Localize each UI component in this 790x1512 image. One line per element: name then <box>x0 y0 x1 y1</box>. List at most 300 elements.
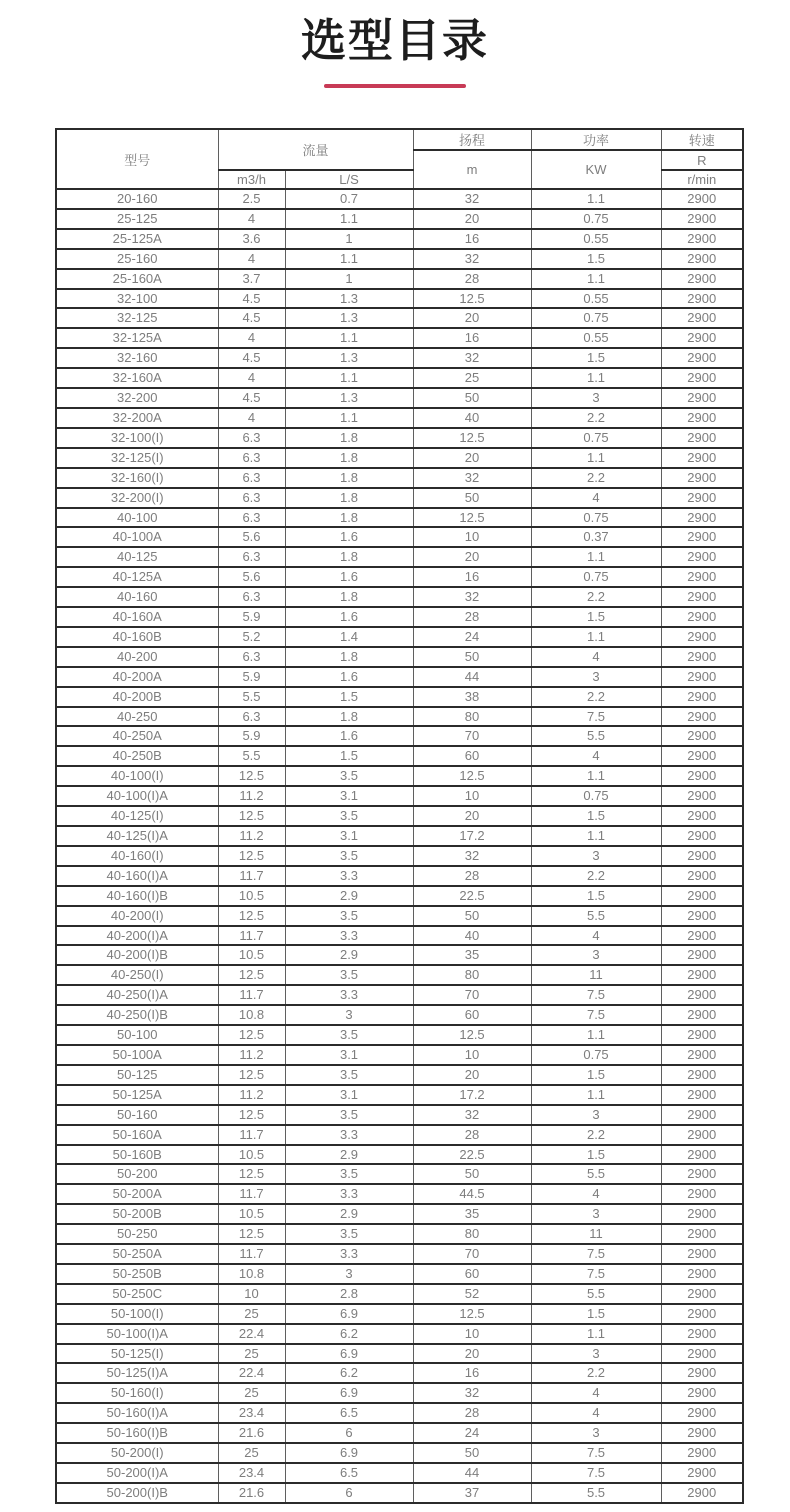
flow-m3h-cell: 25 <box>218 1443 285 1463</box>
flow-m3h-cell: 6.3 <box>218 428 285 448</box>
flow-m3h-cell: 3.6 <box>218 229 285 249</box>
flow-m3h-cell: 25 <box>218 1344 285 1364</box>
model-cell: 25-160A <box>56 269 218 289</box>
model-cell: 50-200(I)B <box>56 1483 218 1503</box>
power-kw-cell: 1.1 <box>531 1085 661 1105</box>
flow-ls-cell: 3.5 <box>285 846 413 866</box>
flow-ls-cell: 6.9 <box>285 1344 413 1364</box>
flow-ls-cell: 2.9 <box>285 886 413 906</box>
power-kw-cell: 2.2 <box>531 468 661 488</box>
table-row <box>56 1164 743 1184</box>
model-cell: 40-200(I)B <box>56 945 218 965</box>
flow-m3h-cell: 11.7 <box>218 1125 285 1145</box>
power-kw-cell: 4 <box>531 1403 661 1423</box>
model-cell: 40-160B <box>56 627 218 647</box>
power-kw-cell: 2.2 <box>531 408 661 428</box>
model-cell: 40-100 <box>56 508 218 528</box>
table-row <box>56 906 743 926</box>
flow-ls-cell: 2.9 <box>285 1145 413 1165</box>
flow-ls-cell: 1.5 <box>285 746 413 766</box>
head-m-cell: 50 <box>413 488 531 508</box>
model-cell: 32-160A <box>56 368 218 388</box>
table-row <box>56 527 743 547</box>
table-row <box>56 368 743 388</box>
flow-m3h-cell: 6.3 <box>218 647 285 667</box>
speed-rpm-cell: 2900 <box>661 1443 743 1463</box>
table-row <box>56 707 743 727</box>
speed-rpm-cell: 2900 <box>661 607 743 627</box>
table-row <box>56 229 743 249</box>
table-row <box>56 1025 743 1045</box>
power-kw-cell: 1.5 <box>531 806 661 826</box>
flow-ls-cell: 1.1 <box>285 328 413 348</box>
head-m-cell: 28 <box>413 269 531 289</box>
flow-ls-cell: 1.8 <box>285 488 413 508</box>
flow-ls-cell: 1.1 <box>285 368 413 388</box>
model-cell: 40-200A <box>56 667 218 687</box>
model-cell: 50-250C <box>56 1284 218 1304</box>
flow-ls-cell: 1.6 <box>285 527 413 547</box>
head-m-cell: 44.5 <box>413 1184 531 1204</box>
table-row <box>56 1085 743 1105</box>
head-m-cell: 12.5 <box>413 1304 531 1324</box>
head-m-cell: 10 <box>413 786 531 806</box>
flow-m3h-cell: 5.2 <box>218 627 285 647</box>
flow-ls-cell: 3.3 <box>285 1125 413 1145</box>
model-cell: 50-160(I)A <box>56 1403 218 1423</box>
power-kw-cell: 7.5 <box>531 1443 661 1463</box>
model-cell: 32-200A <box>56 408 218 428</box>
flow-ls-cell: 6.2 <box>285 1324 413 1344</box>
power-kw-cell: 2.2 <box>531 1125 661 1145</box>
speed-rpm-cell: 2900 <box>661 289 743 309</box>
power-kw-cell: 1.1 <box>531 368 661 388</box>
power-kw-cell: 0.75 <box>531 567 661 587</box>
model-cell: 32-200 <box>56 388 218 408</box>
model-cell: 40-125(I) <box>56 806 218 826</box>
selection-table-container <box>55 128 742 1504</box>
flow-ls-cell: 1.6 <box>285 607 413 627</box>
speed-rpm-cell: 2900 <box>661 508 743 528</box>
flow-ls-cell: 1.8 <box>285 508 413 528</box>
speed-rpm-cell: 2900 <box>661 806 743 826</box>
table-row <box>56 1463 743 1483</box>
power-kw-cell: 7.5 <box>531 1463 661 1483</box>
power-kw-cell: 0.75 <box>531 209 661 229</box>
speed-rpm-cell: 2900 <box>661 587 743 607</box>
flow-m3h-cell: 10.5 <box>218 945 285 965</box>
speed-rpm-cell: 2900 <box>661 229 743 249</box>
table-row <box>56 488 743 508</box>
flow-m3h-cell: 6.3 <box>218 707 285 727</box>
speed-rpm-cell: 2900 <box>661 746 743 766</box>
model-cell: 50-100(I) <box>56 1304 218 1324</box>
speed-rpm-cell: 2900 <box>661 468 743 488</box>
flow-ls-cell: 3.5 <box>285 806 413 826</box>
speed-rpm-cell: 2900 <box>661 786 743 806</box>
flow-m3h-cell: 4.5 <box>218 348 285 368</box>
head-m-cell: 50 <box>413 647 531 667</box>
head-m-cell: 20 <box>413 1065 531 1085</box>
head-m-cell: 32 <box>413 846 531 866</box>
flow-m3h-cell: 23.4 <box>218 1463 285 1483</box>
flow-m3h-cell: 11.7 <box>218 926 285 946</box>
head-m-cell: 32 <box>413 1383 531 1403</box>
flow-ls-cell: 3 <box>285 1005 413 1025</box>
model-cell: 40-160 <box>56 587 218 607</box>
power-kw-cell: 3 <box>531 846 661 866</box>
flow-ls-cell: 1.3 <box>285 388 413 408</box>
power-kw-cell: 5.5 <box>531 1483 661 1503</box>
header-head: 扬程 <box>413 129 531 150</box>
head-m-cell: 32 <box>413 348 531 368</box>
table-row <box>56 508 743 528</box>
model-cell: 50-125A <box>56 1085 218 1105</box>
flow-ls-cell: 1.3 <box>285 308 413 328</box>
flow-ls-cell: 3.3 <box>285 1184 413 1204</box>
table-row <box>56 289 743 309</box>
table-row <box>56 1443 743 1463</box>
head-m-cell: 44 <box>413 667 531 687</box>
flow-m3h-cell: 11.2 <box>218 786 285 806</box>
speed-rpm-cell: 2900 <box>661 1025 743 1045</box>
head-m-cell: 70 <box>413 985 531 1005</box>
power-kw-cell: 3 <box>531 1204 661 1224</box>
model-cell: 25-160 <box>56 249 218 269</box>
flow-ls-cell: 6.5 <box>285 1403 413 1423</box>
flow-m3h-cell: 3.7 <box>218 269 285 289</box>
power-kw-cell: 5.5 <box>531 726 661 746</box>
head-m-cell: 60 <box>413 746 531 766</box>
selection-catalog-table <box>55 128 744 1504</box>
table-row <box>56 1403 743 1423</box>
flow-ls-cell: 3.5 <box>285 1105 413 1125</box>
model-cell: 50-200 <box>56 1164 218 1184</box>
table-row <box>56 448 743 468</box>
speed-rpm-cell: 2900 <box>661 308 743 328</box>
power-kw-cell: 5.5 <box>531 1284 661 1304</box>
table-row <box>56 1344 743 1364</box>
speed-rpm-cell: 2900 <box>661 1423 743 1443</box>
table-row <box>56 1105 743 1125</box>
header-power-unit: KW <box>531 150 661 189</box>
speed-rpm-cell: 2900 <box>661 1145 743 1165</box>
power-kw-cell: 3 <box>531 1105 661 1125</box>
model-cell: 50-100(I)A <box>56 1324 218 1344</box>
head-m-cell: 44 <box>413 1463 531 1483</box>
head-m-cell: 20 <box>413 209 531 229</box>
head-m-cell: 50 <box>413 1443 531 1463</box>
table-row <box>56 1423 743 1443</box>
model-cell: 40-250(I)A <box>56 985 218 1005</box>
power-kw-cell: 1.1 <box>531 766 661 786</box>
model-cell: 50-250B <box>56 1264 218 1284</box>
power-kw-cell: 0.75 <box>531 1045 661 1065</box>
table-row <box>56 1244 743 1264</box>
flow-m3h-cell: 6.3 <box>218 587 285 607</box>
table-row <box>56 1264 743 1284</box>
flow-m3h-cell: 5.5 <box>218 746 285 766</box>
head-m-cell: 32 <box>413 587 531 607</box>
head-m-cell: 32 <box>413 1105 531 1125</box>
head-m-cell: 16 <box>413 567 531 587</box>
flow-m3h-cell: 4 <box>218 328 285 348</box>
flow-ls-cell: 1.5 <box>285 687 413 707</box>
power-kw-cell: 1.5 <box>531 1145 661 1165</box>
model-cell: 20-160 <box>56 189 218 209</box>
table-row <box>56 687 743 707</box>
flow-m3h-cell: 11.7 <box>218 985 285 1005</box>
model-cell: 40-100A <box>56 527 218 547</box>
flow-m3h-cell: 22.4 <box>218 1363 285 1383</box>
header-model: 型号 <box>56 129 218 189</box>
table-row <box>56 726 743 746</box>
head-m-cell: 22.5 <box>413 886 531 906</box>
model-cell: 40-160(I)B <box>56 886 218 906</box>
head-m-cell: 20 <box>413 308 531 328</box>
head-m-cell: 50 <box>413 906 531 926</box>
table-row <box>56 1304 743 1324</box>
flow-m3h-cell: 21.6 <box>218 1423 285 1443</box>
table-row <box>56 1145 743 1165</box>
speed-rpm-cell: 2900 <box>661 269 743 289</box>
power-kw-cell: 0.55 <box>531 289 661 309</box>
head-m-cell: 17.2 <box>413 1085 531 1105</box>
flow-ls-cell: 0.7 <box>285 189 413 209</box>
speed-rpm-cell: 2900 <box>661 906 743 926</box>
speed-rpm-cell: 2900 <box>661 547 743 567</box>
flow-m3h-cell: 12.5 <box>218 846 285 866</box>
flow-m3h-cell: 10.8 <box>218 1264 285 1284</box>
flow-ls-cell: 6.9 <box>285 1443 413 1463</box>
table-row <box>56 1184 743 1204</box>
flow-m3h-cell: 10 <box>218 1284 285 1304</box>
table-row <box>56 388 743 408</box>
flow-m3h-cell: 12.5 <box>218 766 285 786</box>
head-m-cell: 25 <box>413 368 531 388</box>
flow-m3h-cell: 12.5 <box>218 1025 285 1045</box>
flow-m3h-cell: 25 <box>218 1304 285 1324</box>
model-cell: 40-250A <box>56 726 218 746</box>
power-kw-cell: 3 <box>531 388 661 408</box>
table-row <box>56 826 743 846</box>
flow-m3h-cell: 4 <box>218 408 285 428</box>
speed-rpm-cell: 2900 <box>661 1105 743 1125</box>
head-m-cell: 70 <box>413 726 531 746</box>
table-row <box>56 1383 743 1403</box>
speed-rpm-cell: 2900 <box>661 1403 743 1423</box>
table-row <box>56 846 743 866</box>
model-cell: 50-160A <box>56 1125 218 1145</box>
catalog-table-header <box>56 129 743 189</box>
flow-ls-cell: 3.1 <box>285 1045 413 1065</box>
power-kw-cell: 0.75 <box>531 308 661 328</box>
table-row <box>56 269 743 289</box>
power-kw-cell: 2.2 <box>531 687 661 707</box>
table-row <box>56 468 743 488</box>
flow-m3h-cell: 10.5 <box>218 1204 285 1224</box>
flow-ls-cell: 1.3 <box>285 289 413 309</box>
flow-ls-cell: 1.8 <box>285 647 413 667</box>
model-cell: 50-250 <box>56 1224 218 1244</box>
flow-ls-cell: 6.9 <box>285 1383 413 1403</box>
flow-m3h-cell: 11.7 <box>218 866 285 886</box>
flow-m3h-cell: 12.5 <box>218 1105 285 1125</box>
power-kw-cell: 4 <box>531 647 661 667</box>
power-kw-cell: 4 <box>531 1184 661 1204</box>
head-m-cell: 70 <box>413 1244 531 1264</box>
flow-ls-cell: 6.2 <box>285 1363 413 1383</box>
speed-rpm-cell: 2900 <box>661 926 743 946</box>
table-row <box>56 1483 743 1503</box>
model-cell: 40-200(I)A <box>56 926 218 946</box>
speed-rpm-cell: 2900 <box>661 1383 743 1403</box>
model-cell: 40-100(I) <box>56 766 218 786</box>
model-cell: 40-125A <box>56 567 218 587</box>
table-row <box>56 308 743 328</box>
flow-m3h-cell: 12.5 <box>218 1164 285 1184</box>
header-head-unit: m <box>413 150 531 189</box>
flow-m3h-cell: 4 <box>218 209 285 229</box>
flow-ls-cell: 3.3 <box>285 1244 413 1264</box>
speed-rpm-cell: 2900 <box>661 408 743 428</box>
head-m-cell: 28 <box>413 607 531 627</box>
power-kw-cell: 2.2 <box>531 587 661 607</box>
table-row <box>56 587 743 607</box>
table-row <box>56 667 743 687</box>
power-kw-cell: 3 <box>531 1423 661 1443</box>
flow-m3h-cell: 10.5 <box>218 886 285 906</box>
head-m-cell: 80 <box>413 707 531 727</box>
head-m-cell: 20 <box>413 1344 531 1364</box>
head-m-cell: 10 <box>413 1324 531 1344</box>
head-m-cell: 22.5 <box>413 1145 531 1165</box>
flow-ls-cell: 1.1 <box>285 408 413 428</box>
table-row <box>56 786 743 806</box>
model-cell: 50-200(I) <box>56 1443 218 1463</box>
head-m-cell: 20 <box>413 448 531 468</box>
speed-rpm-cell: 2900 <box>661 1065 743 1085</box>
power-kw-cell: 2.2 <box>531 866 661 886</box>
flow-m3h-cell: 10.8 <box>218 1005 285 1025</box>
power-kw-cell: 1.5 <box>531 1065 661 1085</box>
speed-rpm-cell: 2900 <box>661 1284 743 1304</box>
flow-ls-cell: 1.1 <box>285 209 413 229</box>
table-row <box>56 1045 743 1065</box>
model-cell: 32-200(I) <box>56 488 218 508</box>
flow-m3h-cell: 11.7 <box>218 1184 285 1204</box>
speed-rpm-cell: 2900 <box>661 965 743 985</box>
head-m-cell: 50 <box>413 388 531 408</box>
table-row <box>56 746 743 766</box>
model-cell: 50-160B <box>56 1145 218 1165</box>
table-row <box>56 1284 743 1304</box>
power-kw-cell: 1.1 <box>531 269 661 289</box>
head-m-cell: 28 <box>413 1125 531 1145</box>
flow-ls-cell: 3.5 <box>285 766 413 786</box>
power-kw-cell: 0.55 <box>531 229 661 249</box>
header-speed-r: R <box>661 150 743 170</box>
flow-m3h-cell: 25 <box>218 1383 285 1403</box>
head-m-cell: 17.2 <box>413 826 531 846</box>
table-row <box>56 945 743 965</box>
model-cell: 25-125A <box>56 229 218 249</box>
table-row <box>56 1324 743 1344</box>
flow-ls-cell: 1.3 <box>285 348 413 368</box>
speed-rpm-cell: 2900 <box>661 866 743 886</box>
table-row <box>56 647 743 667</box>
speed-rpm-cell: 2900 <box>661 945 743 965</box>
flow-ls-cell: 1 <box>285 229 413 249</box>
flow-ls-cell: 3.1 <box>285 1085 413 1105</box>
flow-ls-cell: 1.1 <box>285 249 413 269</box>
flow-ls-cell: 1.8 <box>285 448 413 468</box>
flow-ls-cell: 3.5 <box>285 1164 413 1184</box>
flow-m3h-cell: 11.2 <box>218 1045 285 1065</box>
head-m-cell: 12.5 <box>413 1025 531 1045</box>
flow-m3h-cell: 5.6 <box>218 567 285 587</box>
header-flow: 流量 <box>218 129 413 170</box>
speed-rpm-cell: 2900 <box>661 448 743 468</box>
header-flow-unit-m3h: m3/h <box>218 170 285 189</box>
table-row <box>56 408 743 428</box>
power-kw-cell: 0.75 <box>531 428 661 448</box>
speed-rpm-cell: 2900 <box>661 1363 743 1383</box>
head-m-cell: 32 <box>413 189 531 209</box>
model-cell: 32-160 <box>56 348 218 368</box>
power-kw-cell: 0.75 <box>531 508 661 528</box>
power-kw-cell: 1.5 <box>531 1304 661 1324</box>
flow-ls-cell: 3.1 <box>285 786 413 806</box>
table-row <box>56 627 743 647</box>
speed-rpm-cell: 2900 <box>661 826 743 846</box>
head-m-cell: 28 <box>413 1403 531 1423</box>
model-cell: 50-125 <box>56 1065 218 1085</box>
flow-ls-cell: 1.8 <box>285 587 413 607</box>
flow-ls-cell: 1.6 <box>285 726 413 746</box>
flow-m3h-cell: 2.5 <box>218 189 285 209</box>
head-m-cell: 10 <box>413 1045 531 1065</box>
flow-m3h-cell: 5.9 <box>218 726 285 746</box>
header-flow-unit-ls: L/S <box>285 170 413 189</box>
flow-m3h-cell: 4.5 <box>218 388 285 408</box>
flow-ls-cell: 3.5 <box>285 965 413 985</box>
table-row <box>56 1065 743 1085</box>
power-kw-cell: 11 <box>531 965 661 985</box>
speed-rpm-cell: 2900 <box>661 726 743 746</box>
flow-ls-cell: 3.5 <box>285 1224 413 1244</box>
flow-ls-cell: 1 <box>285 269 413 289</box>
power-kw-cell: 1.1 <box>531 1025 661 1045</box>
power-kw-cell: 7.5 <box>531 985 661 1005</box>
flow-ls-cell: 2.9 <box>285 1204 413 1224</box>
model-cell: 40-200 <box>56 647 218 667</box>
model-cell: 32-125A <box>56 328 218 348</box>
flow-m3h-cell: 4 <box>218 249 285 269</box>
flow-ls-cell: 3.1 <box>285 826 413 846</box>
flow-ls-cell: 3.3 <box>285 985 413 1005</box>
table-row <box>56 607 743 627</box>
model-cell: 50-100A <box>56 1045 218 1065</box>
power-kw-cell: 0.37 <box>531 527 661 547</box>
model-cell: 50-160(I) <box>56 1383 218 1403</box>
speed-rpm-cell: 2900 <box>661 1483 743 1503</box>
flow-ls-cell: 1.6 <box>285 667 413 687</box>
flow-m3h-cell: 4.5 <box>218 308 285 328</box>
head-m-cell: 28 <box>413 866 531 886</box>
speed-rpm-cell: 2900 <box>661 567 743 587</box>
power-kw-cell: 1.5 <box>531 348 661 368</box>
